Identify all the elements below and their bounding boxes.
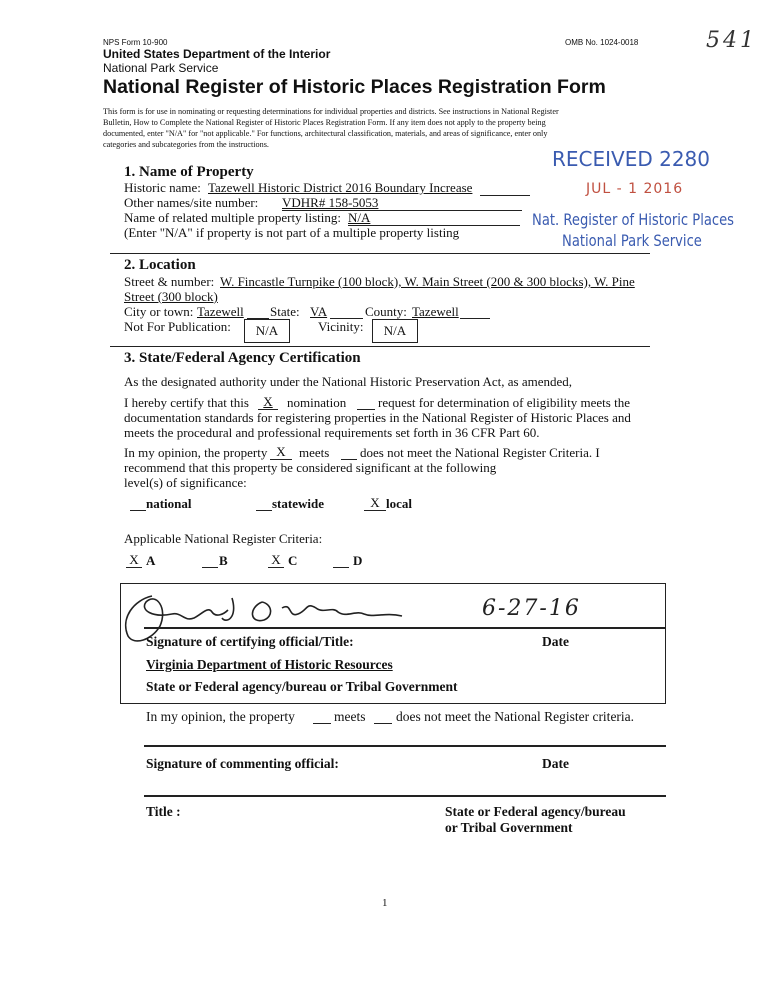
signed-date: 6-27-16 [482,596,581,621]
state-label: State: [270,304,300,319]
opinion-text-3: level(s) of significance: [124,475,247,490]
level-national: national [146,496,192,511]
form-number: NPS Form 10-900 [103,38,168,47]
vicinity-box[interactable]: N/A [372,319,418,343]
criteria-a-mark[interactable]: X [126,553,142,568]
level-statewide: statewide [272,496,324,511]
title-label: Title : [146,804,181,819]
criteria-b: B [219,553,228,568]
vicinity-label: Vicinity: [318,319,364,334]
stamp-line-2: National Park Service [562,231,702,250]
certifying-signature-label: Signature of certifying official/Title: [146,634,354,649]
instructions-line-1: This form is for use in nominating or requesting determinations for individual properties and districts. See instructions in National Register [103,107,559,116]
related-listing-label: Name of related multiple property listing: [124,210,341,225]
opinion-text-c: does not meet the National Register Criteria. I [360,445,600,460]
department: United States Department of the Interior [103,47,331,61]
certifying-box-top [120,583,666,584]
na-note: (Enter "N/A" if property is not part of a multiple property listing [124,225,460,240]
criteria-d-blank [333,567,349,568]
criteria-b-blank [202,567,218,568]
street-value-line-1: W. Fincastle Turnpike (100 block), W. Main Street (200 & 300 blocks), W. Pine [220,274,635,289]
comment-meets-blank [313,723,331,724]
section-3-heading: 3. State/Federal Agency Certification [124,350,361,366]
omb-number: OMB No. 1024-0018 [565,38,639,47]
not-for-publication-label: Not For Publication: [124,319,231,334]
page-title: National Register of Historic Places Registration Form [103,76,606,98]
comment-signature-label: Signature of commenting official: [146,756,339,771]
certify-nomination-mark[interactable]: X [258,395,278,410]
historic-name-value: Tazewell Historic District 2016 Boundary Increase [208,180,473,195]
page-number: 1 [382,897,388,909]
opinion-text-b: meets [299,445,330,460]
opinion-meets-mark[interactable]: X [270,445,292,460]
street-label: Street & number: [124,274,215,289]
county-label: County: [365,304,407,319]
street-value-line-2: Street (300 block) [124,289,218,304]
level-local-mark[interactable]: X [364,496,386,511]
certifying-box-right [665,583,666,703]
criteria-label: Applicable National Register Criteria: [124,531,323,546]
other-names-label: Other names/site number: [124,195,259,210]
certify-text-b: nomination [287,395,347,410]
handwritten-page-number: 541 [706,28,757,53]
section-2-divider [110,346,650,347]
criteria-c-mark[interactable]: X [268,553,284,568]
instructions-line-3: documented, enter "N/A" for "not applicable." For functions, architectural classification, materials, and areas of significance, enter only [103,129,548,138]
service: National Park Service [103,61,219,75]
comment-opinion-a: In my opinion, the property [146,709,295,724]
certifying-agency: Virginia Department of Historic Resources [146,657,393,672]
not-for-publication-box[interactable]: N/A [244,319,290,343]
city-label: City or town: [124,304,194,319]
national-blank [130,510,146,511]
authority-intro: As the designated authority under the National Historic Preservation Act, as amended, [124,374,573,389]
certify-text-c: request for determination of eligibility meets the [378,395,630,410]
level-local: local [386,496,412,511]
certify-text-a: I hereby certify that this [124,395,249,410]
certifying-date-label: Date [542,634,569,649]
comment-agency-label-2: or Tribal Government [445,820,573,835]
stamp-line-1: Nat. Register of Historic Places [532,210,735,229]
certify-text-2: documentation standards for registering properties in the National Register of Historic Places and [124,410,631,425]
comment-signature-rule [144,745,666,747]
statewide-blank [256,510,272,511]
instructions-line-4: categories and subcategories from the instructions. [103,140,269,149]
city-value: Tazewell [197,304,244,319]
county-rule [460,318,490,319]
received-date: JUL - 1 2016 [586,181,684,197]
comment-opinion-c: does not meet the National Register criteria. [396,709,635,724]
section-1-divider [110,253,650,254]
state-value: VA [310,304,328,319]
certifying-agency-label: State or Federal agency/bureau or Tribal Government [146,679,458,694]
section-1-heading: 1. Name of Property [124,164,254,180]
comment-agency-label-1: State or Federal agency/bureau [445,804,626,819]
other-names-value: VDHR# 158-5053 [282,195,379,210]
related-listing-value: N/A [348,210,371,225]
signature-rule [144,627,666,629]
certifying-box-bottom [120,703,666,704]
comment-opinion-b: meets [334,709,366,724]
comment-not-meet-blank [374,723,392,724]
criteria-c: C [288,553,298,568]
received-stamp: RECEIVED 2280 [552,147,711,171]
comment-date-label: Date [542,756,569,771]
county-value: Tazewell [412,304,459,319]
criteria-d: D [353,553,363,568]
opinion-text-a: In my opinion, the property [124,445,268,460]
historic-name-label: Historic name: [124,180,201,195]
section-2-heading: 2. Location [124,257,196,273]
title-rule [144,795,666,797]
historic-name-rule [480,195,530,196]
opinion-text-2: recommend that this property be considered significant at the following [124,460,497,475]
criteria-a: A [146,553,156,568]
instructions-line-2: Bulletin, How to Complete the National Register of Historic Places Registration Form. If any item does not apply to the property being [103,118,546,127]
certify-text-3: meets the procedural and professional requirements set forth in 36 CFR Part 60. [124,425,540,440]
